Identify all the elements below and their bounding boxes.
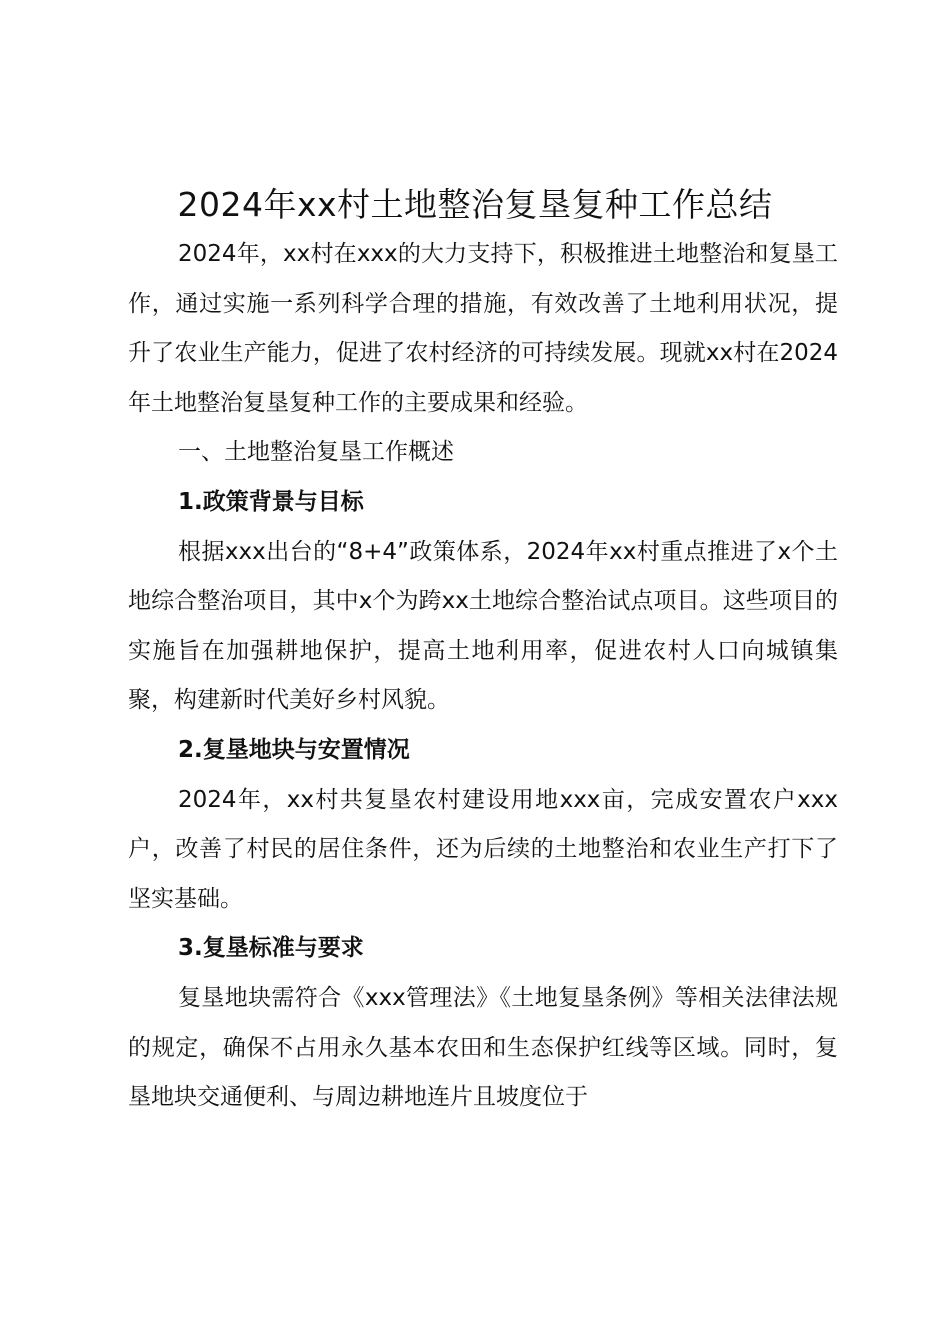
section-heading: 一、土地整治复垦工作概述	[178, 439, 454, 466]
document-title: 2024年xx村土地整治复垦复种工作总结	[177, 185, 773, 224]
subsection-paragraph-3: 复垦地块需符合《xxx管理法》《土地复垦条例》等相关法律法规的规定，确保不占用永久基本农田和生态保护红线等区域。同时，复垦地块交通便利、与周边耕地连片且坡度位于	[128, 984, 838, 1111]
subsection-paragraph-2: 2024年，xx村共复垦农村建设用地xxx亩，完成安置农户xxx户，改善了村民的居住条件，还为后续的土地整治和农业生产打下了坚实基础。	[128, 786, 838, 912]
document-body	[128, 230, 838, 1123]
subsection-heading-1: 1.政策背景与目标	[178, 488, 364, 515]
subsection-heading-3: 3.复垦标准与要求	[178, 935, 364, 962]
subsection-paragraph-1: 根据xxx出台的“8+4”政策体系，2024年xx村重点推进了x个土地综合整治项目，其中x个为跨xx土地综合整治试点项目。这些项目的实施旨在加强耕地保护，提高土地利用率，促进农村人口向城镇集聚，构建新时代美好乡村风貌。	[128, 538, 838, 714]
subsection-heading-2: 2.复垦地块与安置情况	[178, 736, 410, 763]
intro-paragraph: 2024年，xx村在xxx的大力支持下，积极推进土地整治和复垦工作，通过实施一系列科学合理的措施，有效改善了土地利用状况，提升了农业生产能力，促进了农村经济的可持续发展。现就xx村在2024年土地整治复垦复种工作的主要成果和经验。	[128, 241, 838, 416]
